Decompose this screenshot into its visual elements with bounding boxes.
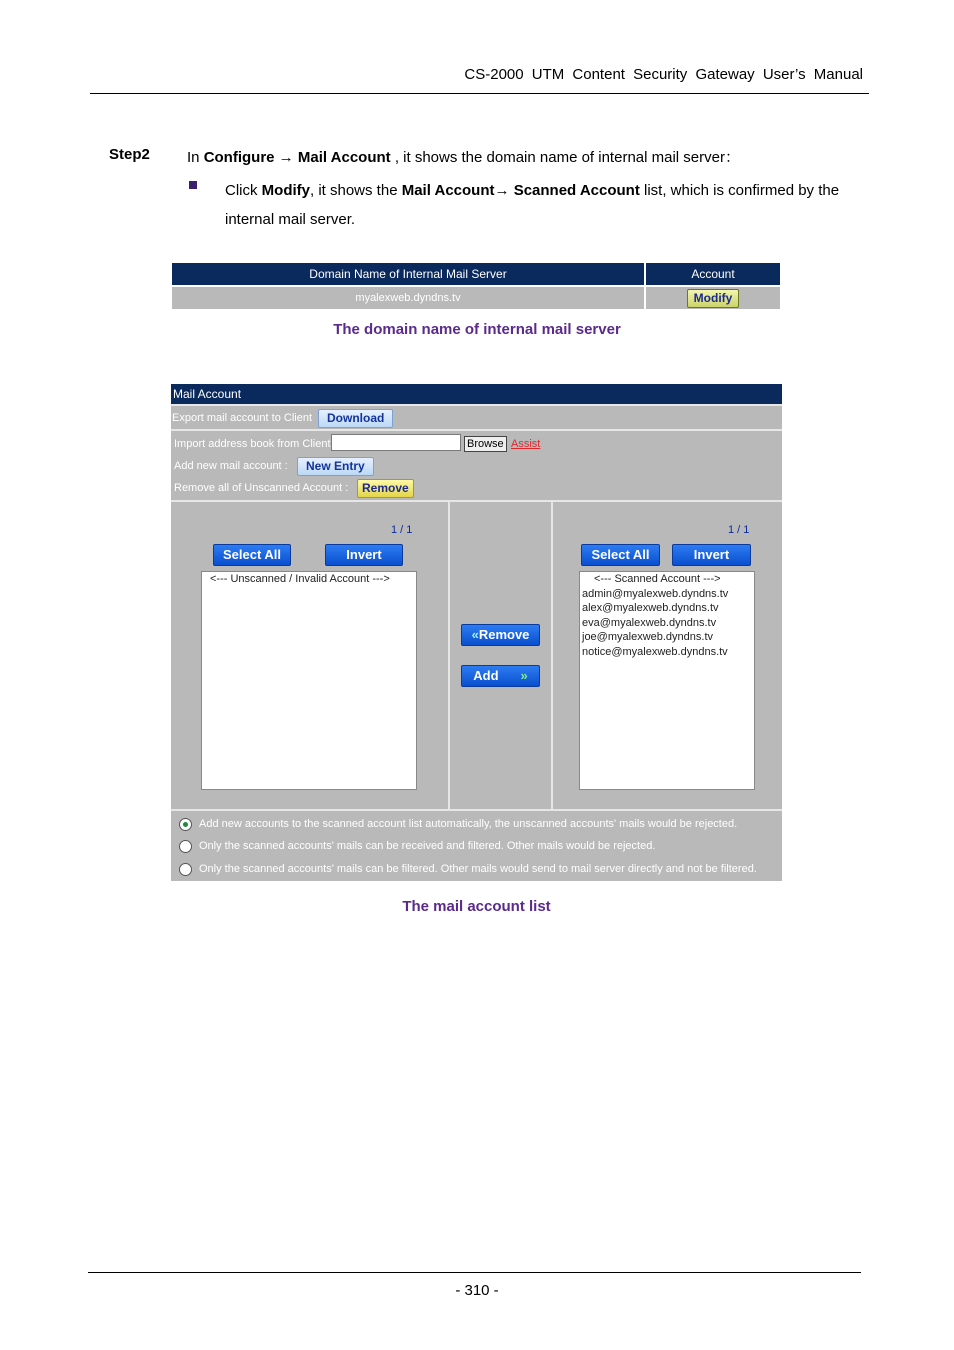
- unscanned-account-list[interactable]: [201, 571, 417, 790]
- remove-unscanned-button[interactable]: Remove: [357, 479, 414, 498]
- page-number: - 310 -: [455, 1282, 499, 1299]
- scanned-select-all-button[interactable]: Select All: [581, 544, 660, 566]
- new-entry-button[interactable]: New Entry: [297, 457, 374, 476]
- unscanned-pager: 1 / 1: [391, 524, 413, 536]
- add-new-label: Add new mail account :: [174, 460, 288, 472]
- option-radio-auto-add[interactable]: [179, 818, 192, 831]
- mail-account-panel: [171, 384, 782, 881]
- bullet-text: Click Modify, it shows the Mail Account→ Scanned Account list, which is confirmed by the internal mail server.: [225, 182, 840, 228]
- list-header: <--- Unscanned / Invalid Account --->: [210, 573, 390, 585]
- domain-cell: myalexweb.dyndns.tv: [172, 287, 644, 309]
- col-domain-header: Domain Name of Internal Mail Server: [172, 263, 644, 285]
- option-label: Only the scanned accounts' mails can be received and filtered. Other mails would be rejected.: [199, 840, 656, 852]
- unscanned-select-all-button[interactable]: Select All: [213, 544, 291, 566]
- scanned-pager: 1 / 1: [728, 524, 750, 536]
- header-rule: [90, 93, 869, 94]
- move-add-button[interactable]: Add »: [461, 665, 540, 687]
- option-label: Only the scanned accounts' mails can be filtered. Other mails would send to mail server directly and not be filtered.: [199, 863, 757, 875]
- divider: [171, 404, 782, 406]
- move-remove-button[interactable]: «Remove: [461, 624, 540, 646]
- footer-rule: [88, 1272, 861, 1273]
- caption-domain: The domain name of internal mail server: [333, 321, 621, 338]
- col-account-header: Account: [646, 263, 780, 285]
- option-radio-filter-only[interactable]: [179, 863, 192, 876]
- account-cell: [646, 287, 780, 309]
- import-label: Import address book from Client: [174, 438, 331, 450]
- divider: [171, 500, 782, 502]
- assist-link[interactable]: Assist: [511, 438, 541, 450]
- list-item[interactable]: notice@myalexweb.dyndns.tv: [582, 645, 728, 658]
- divider: [171, 809, 782, 811]
- list-item[interactable]: admin@myalexweb.dyndns.tv: [582, 587, 729, 600]
- divider: [551, 502, 553, 809]
- list-item[interactable]: eva@myalexweb.dyndns.tv: [582, 616, 717, 629]
- bullet-square-icon: [189, 181, 197, 189]
- step-label: Step2: [109, 146, 150, 163]
- divider: [448, 502, 450, 809]
- option-label: Add new accounts to the scanned account list automatically, the unscanned accounts' mails would be rejected.: [199, 818, 738, 830]
- divider: [171, 429, 782, 431]
- export-label: Export mail account to Client: [172, 412, 313, 424]
- step-text: In Configure → Mail Account , it shows the domain name of internal mail server：: [187, 149, 740, 166]
- list-header: <--- Scanned Account --->: [594, 573, 721, 585]
- double-right-arrow-icon: »: [520, 668, 528, 683]
- remove-all-label: Remove all of Unscanned Account :: [174, 482, 349, 494]
- panel-title: Mail Account: [171, 384, 782, 404]
- download-button[interactable]: Download: [318, 409, 393, 428]
- caption-mail-list: The mail account list: [402, 898, 551, 915]
- option-radio-receive-filter[interactable]: [179, 840, 192, 853]
- domain-table: [172, 263, 780, 309]
- browse-button[interactable]: Browse: [464, 436, 507, 452]
- double-left-arrow-icon: «: [471, 627, 479, 642]
- list-item[interactable]: joe@myalexweb.dyndns.tv: [582, 631, 714, 643]
- list-item[interactable]: alex@myalexweb.dyndns.tv: [582, 602, 719, 614]
- import-file-input[interactable]: [331, 434, 461, 451]
- running-header: CS-2000 UTM Content Security Gateway User’s Manual: [464, 66, 863, 83]
- unscanned-invert-button[interactable]: Invert: [325, 544, 403, 566]
- scanned-invert-button[interactable]: Invert: [672, 544, 751, 566]
- scanned-account-list[interactable]: [579, 571, 755, 790]
- modify-button[interactable]: Modify: [687, 289, 740, 308]
